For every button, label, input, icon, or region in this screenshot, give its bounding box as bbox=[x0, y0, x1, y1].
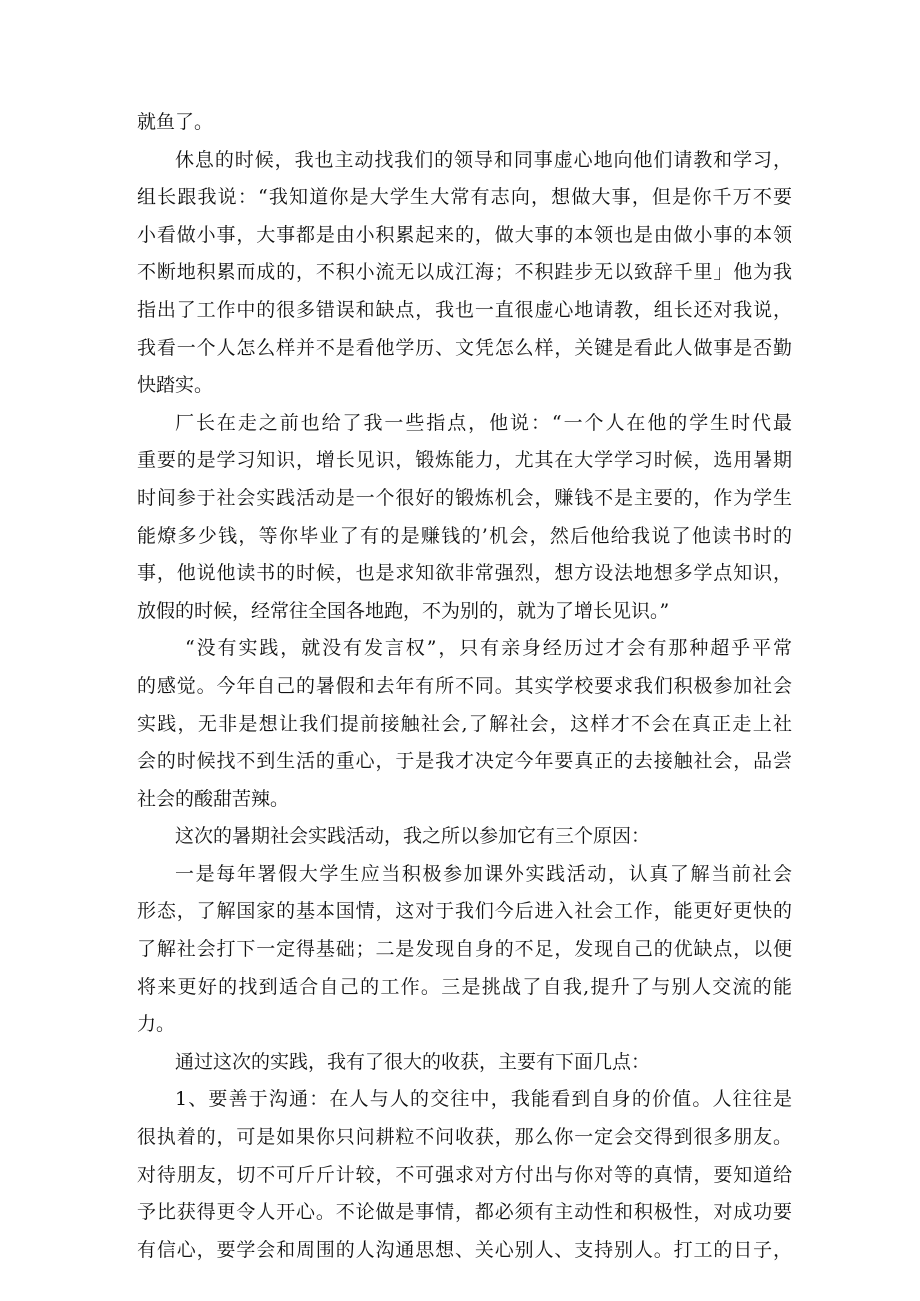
text-line: 我看一个人怎么样并不是看他学历、文凭怎么样，关键是看此人做事是否勤 bbox=[137, 336, 792, 359]
text-line: 厂长在走之前也给了我一些指点，他说：“一个人在他的学生时代最 bbox=[175, 411, 792, 434]
text-line: 快踏实。 bbox=[137, 374, 214, 397]
text-line: 就鱼了。 bbox=[137, 111, 214, 133]
text-line: 有信心，要学会和周围的人沟通思想、关心别人、支持别人。打工的日子， bbox=[137, 1238, 792, 1261]
text-line: 事，他说他读书的时候，也是求知欲非常强烈，想方设法地想多学点知识， bbox=[137, 562, 792, 585]
document-body bbox=[137, 104, 792, 1269]
text-line: 实践，无非是想让我们提前接触社会,了解社会，这样才不会在真正走上社 bbox=[137, 712, 792, 735]
text-line: 休息的时候，我也主动找我们的领导和同事虚心地向他们请教和学习， bbox=[175, 148, 792, 171]
text-line: 能燎多少钱，等你毕业了有的是赚钱的’机会，然后他给我说了他读书时的 bbox=[137, 524, 792, 547]
text-line: 放假的时候，经常往全国各地跑，不为别的，就为了增长见识。” bbox=[137, 599, 670, 622]
text-line: 很执着的，可是如果你只问耕粒不问收获，那么你一定会交得到很多朋友。 bbox=[137, 1126, 792, 1149]
text-line: 时间参于社会实践活动是一个很好的锻炼机会，赚钱不是主要的，作为学生 bbox=[137, 486, 792, 509]
text-line: 不断地积累而成的，不积小流无以成江海；不积跬步无以致辞千里」他为我 bbox=[137, 261, 792, 284]
text-line: 会的时候找不到生活的重心，于是我才决定今年要真正的去接触社会，品尝 bbox=[137, 750, 792, 773]
text-line: 指出了工作中的很多错误和缺点，我也一直很虚心地请教，组长还对我说， bbox=[137, 298, 792, 321]
text-line: 予比获得更令人开心。不论做是事情，都必须有主动性和积极性，对成功要 bbox=[137, 1201, 792, 1224]
text-line: 这次的暑期社会实践活动，我之所以参加它有三个原因： bbox=[175, 825, 651, 848]
text-line: 组长跟我说：“我知道你是大学生大常有志向，想做大事，但是你千万不要 bbox=[137, 186, 792, 209]
text-line: “没有实践，就没有发言权”，只有亲身经历过才会有那种超乎平常 bbox=[185, 637, 792, 660]
text-line: 的感觉。今年自己的暑假和去年有所不同。其实学校要求我们积极参加社会 bbox=[137, 674, 792, 697]
text-line: 一是每年署假大学生应当积极参加课外实践活动，认真了解当前社会 bbox=[175, 862, 792, 885]
text-line: 1、要善于沟通：在人与人的交往中，我能看到自身的价值。人往往是 bbox=[175, 1088, 792, 1111]
text-line: 社会的酸甜苦辣。 bbox=[137, 787, 290, 810]
text-line: 力。 bbox=[137, 1013, 176, 1036]
text-line: 了解社会打下一定得基础；二是发现自身的不足，发现自己的优缺点，以便 bbox=[137, 938, 792, 961]
text-line: 对待朋友，切不可斤斤计较，不可强求对方付出与你对等的真情，要知道给 bbox=[137, 1163, 792, 1186]
text-line: 重要的是学习知识，增长见识，锻炼能力，尤其在大学学习时候，选用暑期 bbox=[137, 449, 792, 472]
text-line: 形态，了解国家的基本国情，这对于我们今后进入社会工作，能更好更快的 bbox=[137, 900, 792, 923]
text-line: 将来更好的找到适合自己的工作。三是挑战了自我,提升了与别人交流的能 bbox=[137, 975, 792, 998]
text-line: 通过这次的实践，我有了很大的收获，主要有下面几点： bbox=[175, 1050, 651, 1073]
text-line: 小看做小事，大事都是由小积累起来的，做大事的本领也是由做小事的本领 bbox=[137, 223, 792, 246]
